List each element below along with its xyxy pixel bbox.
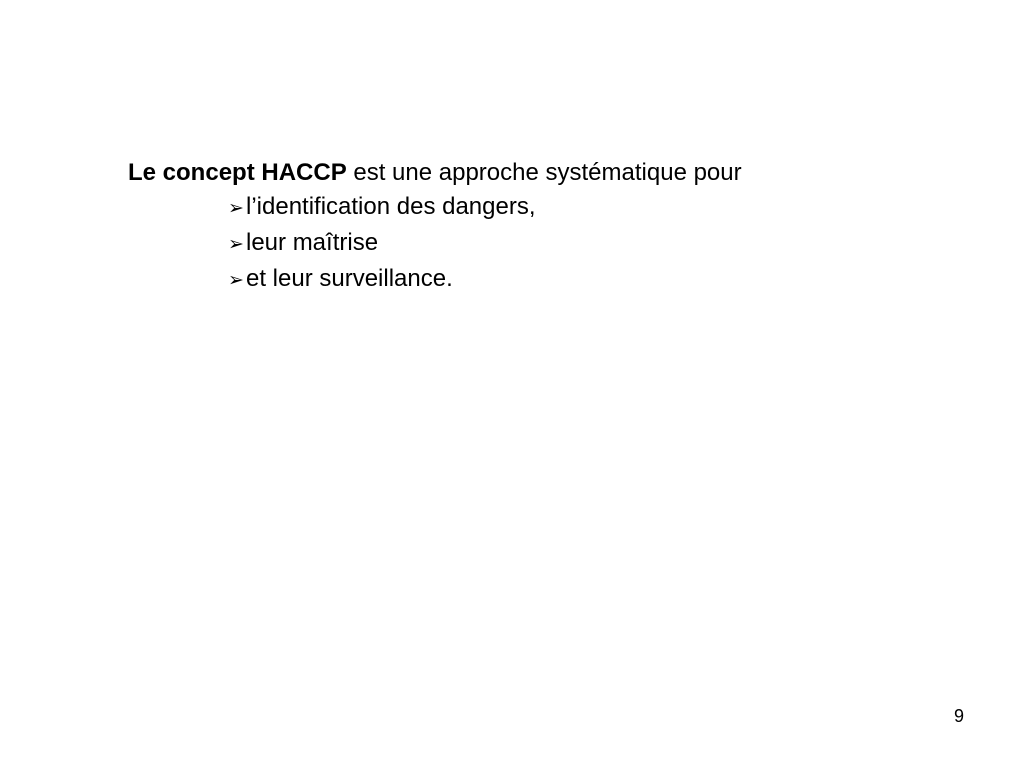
bullet-item <box>228 190 742 226</box>
bullet-text: et leur surveillance. <box>246 265 453 292</box>
bullet-text: l’identification des dangers, <box>246 193 536 220</box>
arrow-bullet-icon: ➢ <box>228 270 244 291</box>
bullet-list <box>128 190 742 298</box>
bullet-text: leur maîtrise <box>246 229 379 256</box>
slide-body <box>128 156 742 298</box>
intro-rest: est une approche systématique pour <box>346 159 742 186</box>
arrow-bullet-icon: ➢ <box>228 234 244 255</box>
bullet-item <box>228 262 742 298</box>
intro-term: Le concept HACCP <box>128 159 347 186</box>
arrow-bullet-icon: ➢ <box>228 198 244 219</box>
intro-sentence <box>128 156 742 190</box>
bullet-item <box>228 226 742 262</box>
page-number: 9 <box>953 706 964 726</box>
